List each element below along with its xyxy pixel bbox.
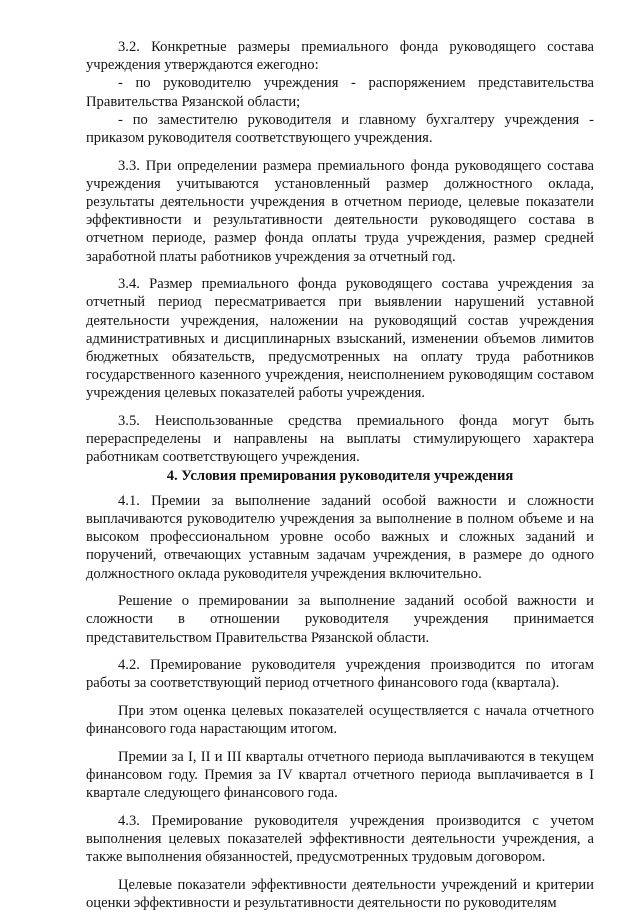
paragraph-3-2-item-deputy: - по заместителю руководителя и главному бухгалтеру учреждения - приказом руководителя соответствующего учреждения. bbox=[86, 111, 594, 147]
paragraph-4-1: 4.1. Премии за выполнение заданий особой важности и сложности выплачиваются руководителю учреждения за выполнение в полном объеме и на высоком профессиональном уровне особо важных и сложных заданий и поручений, отвечающих уставным задачам учреждения, в размере до одного должностного оклада руководителя учреждения включительно. bbox=[86, 492, 594, 582]
paragraph-3-5: 3.5. Неиспользованные средства премиального фонда могут быть перераспределены и направлены на выплаты стимулирующего характера работникам соответствующего учреждения. bbox=[86, 413, 594, 466]
paragraph-4-3-criteria: Целевые показатели эффективности деятельности учреждений и критерии оценки эффективности и результативности деятельности по руководителям bbox=[86, 876, 594, 912]
paragraph-4-2-evaluation: При этом оценка целевых показателей осуществляется с начала отчетного финансового года нарастающим итогом. bbox=[86, 703, 594, 738]
document-body bbox=[86, 38, 594, 912]
paragraph-3-2: 3.2. Конкретные размеры премиального фонда руководящего состава учреждения утверждаются ежегодно: bbox=[86, 39, 594, 74]
paragraph-3-3: 3.3. При определении размера премиального фонда руководящего состава учреждения учитываются установленный размер должностного оклада, результаты деятельности учреждения в отчетном периоде, целевые показатели эффективности и результативности деятельности руководящего состава в отчетном периоде, размер фонда оплаты труда учреждения, размер средней заработной платы работников учреждения за отчетный год. bbox=[86, 157, 594, 265]
paragraph-3-4: 3.4. Размер премиального фонда руководящего состава учреждения за отчетный период пересматривается при выявлении нарушений уставной деятельности учреждения, наложении на руководящий состав учреждения административных и дисциплинарных взысканий, изменении объемов лимитов бюджетных обязательств, предусмотренных на оплату труда работников государственного казенного учреждения, неисполнением руководящим составом учреждения целевых показателей работы учреждения. bbox=[86, 276, 594, 402]
paragraph-4-2: 4.2. Премирование руководителя учреждения производится по итогам работы за соответствующий период отчетного финансового года (квартала). bbox=[86, 657, 594, 692]
paragraph-4-2-quarters: Премии за I, II и III кварталы отчетного периода выплачиваются в текущем финансовом году. Премия за IV квартал отчетного периода выплачивается в I квартале следующего финансового года. bbox=[86, 748, 594, 802]
section-heading: 4. Условия премирования руководителя учреждения bbox=[166, 467, 514, 484]
paragraph-4-1-decision: Решение о премировании за выполнение заданий особой важности и сложности в отношении руководителя учреждения принимается представительством Правительства Рязанской области. bbox=[86, 593, 594, 646]
paragraph-3-2-item-director: - по руководителю учреждения - распоряжением представительства Правительства Рязанской области; bbox=[86, 75, 594, 110]
paragraph-4-3: 4.3. Премирование руководителя учреждения производится с учетом выполнения целевых показателей эффективности деятельности учреждения, а также выполнения обязанностей, предусмотренных трудовым договором. bbox=[86, 812, 594, 866]
